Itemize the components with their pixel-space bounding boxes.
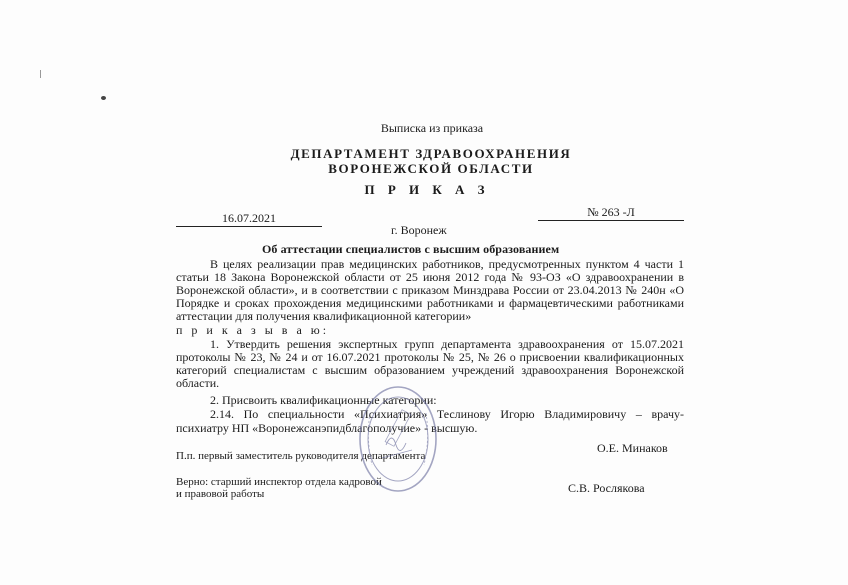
- item2-heading: 2. Присвоить квалификационные категории:: [210, 393, 437, 407]
- item2-14-line: 2.14. По специальности «Психиатрия» Теслинову Игорю Владимировичу – врачу-: [210, 407, 684, 421]
- official-stamp: [356, 383, 440, 495]
- item1-line: категорий специалистам с высшим образованием учреждений здравоохранения Воронежской: [176, 363, 684, 377]
- order-number: № 263 -Л: [538, 205, 684, 221]
- item1-line: 1. Утвердить решения экспертных групп департамента здравоохранения от 15.07.2021: [210, 337, 684, 351]
- extract-title: Выписка из приказа: [380, 121, 484, 135]
- preamble-line: Порядке и сроках прохождения медицинскими работниками и фармацевтическими работниками: [176, 296, 684, 310]
- signature1-title: П.п. первый заместитель руководителя департамента: [176, 450, 426, 462]
- signature2-title-line2: и правовой работы: [176, 488, 265, 500]
- preamble-line: аттестации для получения квалификационной категории»: [176, 309, 472, 323]
- preamble-line: В целях реализации прав медицинских работников, предусмотренных пунктом 4 части 1: [210, 257, 684, 271]
- order-subject: Об аттестации специалистов с высшим образованием: [262, 242, 560, 256]
- signature1-name: О.Е. Минаков: [597, 441, 668, 455]
- item2-14-line: психиатру НП «Воронежсанэпидблагополучие» - высшую.: [176, 421, 478, 435]
- department-name-line2: ВОРОНЕЖСКОЙ ОБЛАСТИ: [328, 161, 534, 176]
- item1-line: протоколы № 23, № 24 и от 16.07.2021 протоколы № 25, № 26 о присвоении квалификационных: [176, 350, 684, 364]
- preamble-line: Воронежской области», и в соответствии с приказом Минздрава России от 23.04.2013 № 240н «О: [176, 283, 684, 297]
- order-heading: П Р И К А З: [364, 182, 490, 197]
- department-name-line1: ДЕПАРТАМЕНТ ЗДРАВООХРАНЕНИЯ: [290, 146, 572, 161]
- order-date: 16.07.2021: [176, 211, 322, 227]
- item1-line: области.: [176, 376, 220, 390]
- scan-speck: [40, 70, 41, 78]
- orders-word: п р и к а з ы в а ю:: [176, 323, 330, 337]
- signature2-name: С.В. Рослякова: [568, 481, 645, 495]
- order-city: г. Воронеж: [391, 223, 447, 237]
- preamble-line: статьи 18 Закона Воронежской области от 25 июня 2012 года № 93-ОЗ «О здравоохранении в: [176, 270, 684, 284]
- scan-speck: [101, 96, 106, 100]
- signature2-title-line1: Верно: старший инспектор отдела кадровой: [176, 476, 382, 488]
